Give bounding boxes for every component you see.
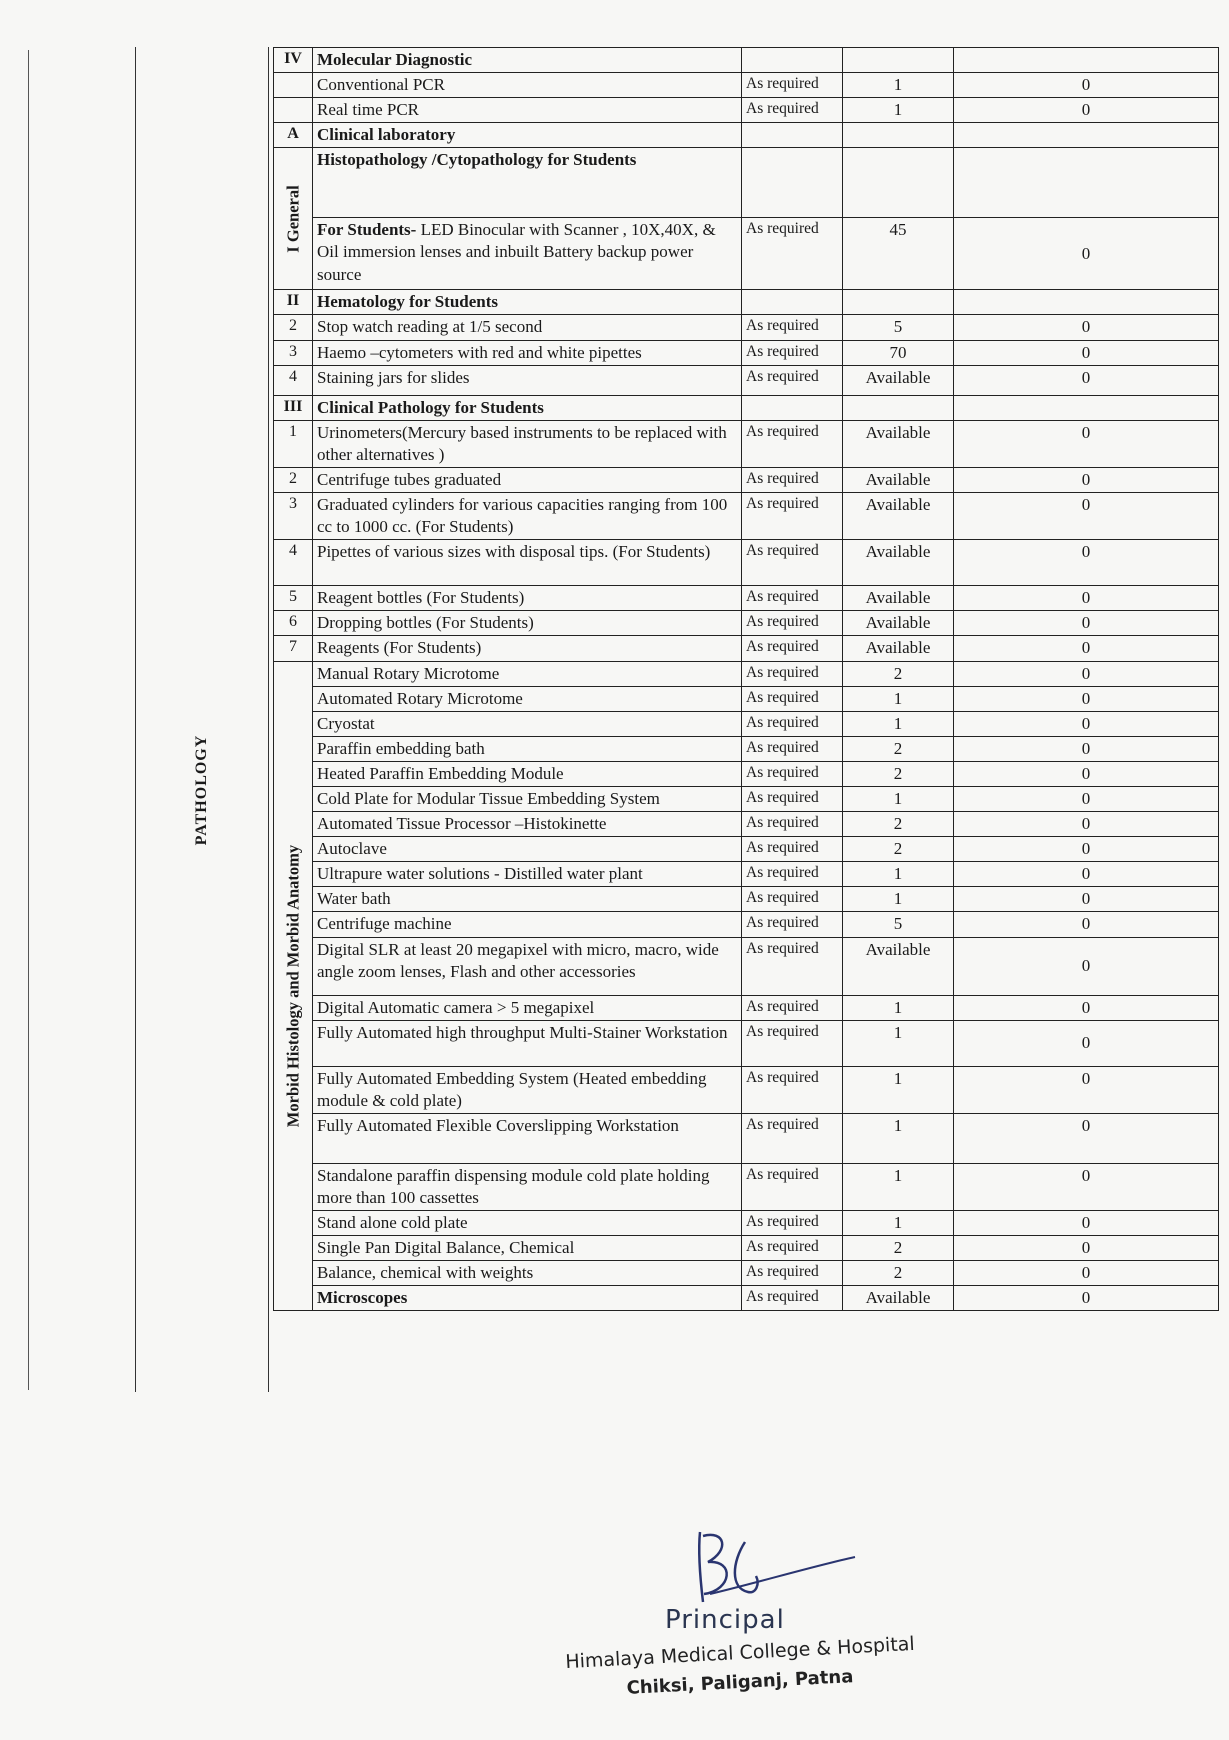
- row-number: A: [274, 123, 313, 148]
- row-number: 4: [274, 540, 313, 586]
- item-name: Centrifuge machine: [313, 912, 742, 937]
- equipment-table: [273, 47, 1219, 1311]
- quantity: Available: [843, 937, 954, 995]
- table-row: [274, 340, 1219, 365]
- quantity: Available: [843, 365, 954, 395]
- table-row: [274, 636, 1219, 661]
- available-count: 0: [954, 1261, 1219, 1286]
- requirement: As required: [742, 1020, 843, 1066]
- table-row: [274, 1020, 1219, 1066]
- available-count: 0: [954, 611, 1219, 636]
- table-row: [274, 123, 1219, 148]
- quantity: 1: [843, 1113, 954, 1163]
- item-name: Stand alone cold plate: [313, 1211, 742, 1236]
- quantity: Available: [843, 540, 954, 586]
- requirement: As required: [742, 1261, 843, 1286]
- table-row: [274, 48, 1219, 73]
- quantity: 2: [843, 661, 954, 686]
- requirement: As required: [742, 736, 843, 761]
- requirement: As required: [742, 98, 843, 123]
- requirement: As required: [742, 467, 843, 492]
- signature-title: Principal: [665, 1605, 785, 1635]
- requirement: As required: [742, 761, 843, 786]
- requirement: As required: [742, 937, 843, 995]
- item-name: Digital Automatic camera > 5 megapixel: [313, 995, 742, 1020]
- available-count: 0: [954, 912, 1219, 937]
- table-row: [274, 711, 1219, 736]
- row-number: 1: [274, 420, 313, 467]
- item-name: Reagent bottles (For Students): [313, 586, 742, 611]
- table-row: [274, 611, 1219, 636]
- requirement: As required: [742, 661, 843, 686]
- table-row: [274, 912, 1219, 937]
- quantity: Available: [843, 586, 954, 611]
- available-count: 0: [954, 686, 1219, 711]
- quantity: 1: [843, 786, 954, 811]
- quantity: [843, 148, 954, 218]
- table-row: [274, 420, 1219, 467]
- requirement: As required: [742, 912, 843, 937]
- requirement: As required: [742, 540, 843, 586]
- item-name: Fully Automated high throughput Multi-Stainer Workstation: [313, 1020, 742, 1066]
- item-name: Dropping bottles (For Students): [313, 611, 742, 636]
- requirement: As required: [742, 862, 843, 887]
- requirement: As required: [742, 611, 843, 636]
- available-count: 0: [954, 540, 1219, 586]
- item-name-prefix: For Students-: [317, 220, 417, 240]
- quantity: 1: [843, 98, 954, 123]
- department-label: PATHOLOGY: [193, 734, 210, 846]
- available-count: 0: [954, 1020, 1219, 1066]
- row-number: 3: [274, 493, 313, 540]
- requirement: [742, 290, 843, 315]
- item-name: Graduated cylinders for various capacities ranging from 100 cc to 1000 cc. (For Students): [313, 493, 742, 540]
- table-row: [274, 218, 1219, 290]
- section-general-label: [274, 148, 313, 290]
- available-count: 0: [954, 420, 1219, 467]
- available-count: 0: [954, 812, 1219, 837]
- quantity: 45: [843, 218, 954, 290]
- section-morbid-label: [274, 661, 313, 1311]
- quantity: Available: [843, 467, 954, 492]
- item-name: Molecular Diagnostic: [313, 48, 742, 73]
- item-name: Reagents (For Students): [313, 636, 742, 661]
- quantity: 1: [843, 1066, 954, 1113]
- table-row: [274, 661, 1219, 686]
- item-name: Clinical laboratory: [313, 123, 742, 148]
- available-count: 0: [954, 862, 1219, 887]
- available-count: 0: [954, 1286, 1219, 1311]
- table-row: [274, 98, 1219, 123]
- table-row: [274, 736, 1219, 761]
- available-count: 0: [954, 340, 1219, 365]
- table-row: [274, 290, 1219, 315]
- available-count: 0: [954, 1236, 1219, 1261]
- row-number: 4: [274, 365, 313, 395]
- available-count: 0: [954, 661, 1219, 686]
- row-number: [274, 73, 313, 98]
- table-row: [274, 812, 1219, 837]
- quantity: [843, 48, 954, 73]
- table-row: [274, 686, 1219, 711]
- available-count: 0: [954, 736, 1219, 761]
- item-name-text: LED Binocular with Scanner , 10X,40X, & Oil immersion lenses and inbuilt Battery backup power source: [317, 220, 716, 284]
- row-number: IV: [274, 48, 313, 73]
- quantity: 5: [843, 912, 954, 937]
- requirement: As required: [742, 837, 843, 862]
- table-row: [274, 395, 1219, 420]
- table-row: [274, 761, 1219, 786]
- requirement: [742, 48, 843, 73]
- available-count: [954, 148, 1219, 218]
- quantity: [843, 290, 954, 315]
- item-name: Clinical Pathology for Students: [313, 395, 742, 420]
- quantity: Available: [843, 1286, 954, 1311]
- quantity: 1: [843, 1211, 954, 1236]
- requirement: As required: [742, 420, 843, 467]
- quantity: 2: [843, 736, 954, 761]
- table-row: [274, 1286, 1219, 1311]
- available-count: 0: [954, 467, 1219, 492]
- available-count: 0: [954, 1113, 1219, 1163]
- signature-scribble-icon: [670, 1522, 860, 1612]
- table-row: [274, 540, 1219, 586]
- requirement: As required: [742, 493, 843, 540]
- table-row: [274, 1236, 1219, 1261]
- item-name: Cryostat: [313, 711, 742, 736]
- table-row: [274, 937, 1219, 995]
- quantity: Available: [843, 420, 954, 467]
- table-row: [274, 73, 1219, 98]
- requirement: As required: [742, 315, 843, 340]
- requirement: As required: [742, 711, 843, 736]
- item-name: Ultrapure water solutions - Distilled water plant: [313, 862, 742, 887]
- item-name: Microscopes: [313, 1286, 742, 1311]
- table-row: [274, 862, 1219, 887]
- item-name: Urinometers(Mercury based instruments to be replaced with other alternatives ): [313, 420, 742, 467]
- quantity: 2: [843, 812, 954, 837]
- available-count: 0: [954, 73, 1219, 98]
- quantity: [843, 395, 954, 420]
- item-name: Standalone paraffin dispensing module cold plate holding more than 100 cassettes: [313, 1163, 742, 1210]
- quantity: 1: [843, 1163, 954, 1210]
- available-count: 0: [954, 711, 1219, 736]
- item-name: Real time PCR: [313, 98, 742, 123]
- row-number: 5: [274, 586, 313, 611]
- item-name: Conventional PCR: [313, 73, 742, 98]
- requirement: [742, 148, 843, 218]
- requirement: As required: [742, 1286, 843, 1311]
- table-row: [274, 315, 1219, 340]
- table-row: [274, 1066, 1219, 1113]
- table-row: [274, 148, 1219, 218]
- row-number: 6: [274, 611, 313, 636]
- row-number: 2: [274, 315, 313, 340]
- signature-address: Chiksi, Paliganj, Patna: [626, 1666, 854, 1699]
- requirement: As required: [742, 340, 843, 365]
- table-row: [274, 586, 1219, 611]
- quantity: 1: [843, 887, 954, 912]
- available-count: 0: [954, 995, 1219, 1020]
- table-row: [274, 786, 1219, 811]
- requirement: [742, 123, 843, 148]
- quantity: 5: [843, 315, 954, 340]
- item-name: Fully Automated Embedding System (Heated embedding module & cold plate): [313, 1066, 742, 1113]
- table-row: [274, 467, 1219, 492]
- quantity: 2: [843, 1236, 954, 1261]
- left-margin-line: [28, 50, 29, 1390]
- item-name: Cold Plate for Modular Tissue Embedding System: [313, 786, 742, 811]
- requirement: As required: [742, 218, 843, 290]
- table-row: [274, 365, 1219, 395]
- quantity: 2: [843, 761, 954, 786]
- available-count: 0: [954, 1211, 1219, 1236]
- table-row: [274, 1113, 1219, 1163]
- requirement: As required: [742, 995, 843, 1020]
- item-name: Digital SLR at least 20 megapixel with micro, macro, wide angle zoom lenses, Flash and other accessories: [313, 937, 742, 995]
- item-name: Pipettes of various sizes with disposal tips. (For Students): [313, 540, 742, 586]
- table-row: [274, 1261, 1219, 1286]
- item-name: Staining jars for slides: [313, 365, 742, 395]
- department-column: [135, 47, 269, 1392]
- item-name: Automated Tissue Processor –Histokinette: [313, 812, 742, 837]
- quantity: Available: [843, 493, 954, 540]
- item-name: Paraffin embedding bath: [313, 736, 742, 761]
- signature-stamp: [560, 1522, 920, 1712]
- requirement: As required: [742, 887, 843, 912]
- available-count: 0: [954, 636, 1219, 661]
- quantity: Available: [843, 636, 954, 661]
- item-name: Fully Automated Flexible Coverslipping Workstation: [313, 1113, 742, 1163]
- available-count: [954, 123, 1219, 148]
- item-name: Hematology for Students: [313, 290, 742, 315]
- available-count: [954, 48, 1219, 73]
- item-name: Haemo –cytometers with red and white pipettes: [313, 340, 742, 365]
- requirement: As required: [742, 1211, 843, 1236]
- table-row: [274, 887, 1219, 912]
- requirement: As required: [742, 73, 843, 98]
- row-number: 2: [274, 467, 313, 492]
- available-count: 0: [954, 315, 1219, 340]
- available-count: [954, 395, 1219, 420]
- quantity: 1: [843, 73, 954, 98]
- requirement: As required: [742, 365, 843, 395]
- available-count: 0: [954, 493, 1219, 540]
- table-row: [274, 995, 1219, 1020]
- requirement: As required: [742, 812, 843, 837]
- available-count: 0: [954, 1163, 1219, 1210]
- quantity: 2: [843, 1261, 954, 1286]
- item-name: Centrifuge tubes graduated: [313, 467, 742, 492]
- vertical-label-text: Morbid Histology and Morbid Anatomy: [283, 844, 303, 1128]
- quantity: 2: [843, 837, 954, 862]
- available-count: 0: [954, 761, 1219, 786]
- item-name: Manual Rotary Microtome: [313, 661, 742, 686]
- row-number: 7: [274, 636, 313, 661]
- item-name: [313, 218, 742, 290]
- row-number: III: [274, 395, 313, 420]
- table-row: [274, 837, 1219, 862]
- available-count: [954, 290, 1219, 315]
- quantity: 1: [843, 1020, 954, 1066]
- requirement: As required: [742, 636, 843, 661]
- item-name: Single Pan Digital Balance, Chemical: [313, 1236, 742, 1261]
- quantity: 1: [843, 862, 954, 887]
- row-number: II: [274, 290, 313, 315]
- available-count: 0: [954, 98, 1219, 123]
- item-name: Balance, chemical with weights: [313, 1261, 742, 1286]
- item-name: Heated Paraffin Embedding Module: [313, 761, 742, 786]
- item-name: Automated Rotary Microtome: [313, 686, 742, 711]
- table-row: [274, 1163, 1219, 1210]
- quantity: 1: [843, 711, 954, 736]
- quantity: 70: [843, 340, 954, 365]
- requirement: [742, 395, 843, 420]
- available-count: 0: [954, 786, 1219, 811]
- requirement: As required: [742, 686, 843, 711]
- table-row: [274, 1211, 1219, 1236]
- quantity: Available: [843, 611, 954, 636]
- requirement: As required: [742, 586, 843, 611]
- available-count: 0: [954, 937, 1219, 995]
- quantity: 1: [843, 995, 954, 1020]
- available-count: 0: [954, 586, 1219, 611]
- vertical-label-text: I General: [283, 185, 303, 253]
- row-number: [274, 98, 313, 123]
- table-row: [274, 493, 1219, 540]
- requirement: As required: [742, 1066, 843, 1113]
- quantity: 1: [843, 686, 954, 711]
- requirement: As required: [742, 1113, 843, 1163]
- available-count: 0: [954, 837, 1219, 862]
- item-name: Histopathology /Cytopathology for Students: [313, 148, 742, 218]
- requirement: As required: [742, 786, 843, 811]
- requirement: As required: [742, 1163, 843, 1210]
- available-count: 0: [954, 887, 1219, 912]
- item-name: Autoclave: [313, 837, 742, 862]
- row-number: 3: [274, 340, 313, 365]
- signature-institution: Himalaya Medical College & Hospital: [564, 1632, 916, 1674]
- item-name: Stop watch reading at 1/5 second: [313, 315, 742, 340]
- available-count: 0: [954, 1066, 1219, 1113]
- available-count: 0: [954, 218, 1219, 290]
- requirement: As required: [742, 1236, 843, 1261]
- item-name: Water bath: [313, 887, 742, 912]
- quantity: [843, 123, 954, 148]
- available-count: 0: [954, 365, 1219, 395]
